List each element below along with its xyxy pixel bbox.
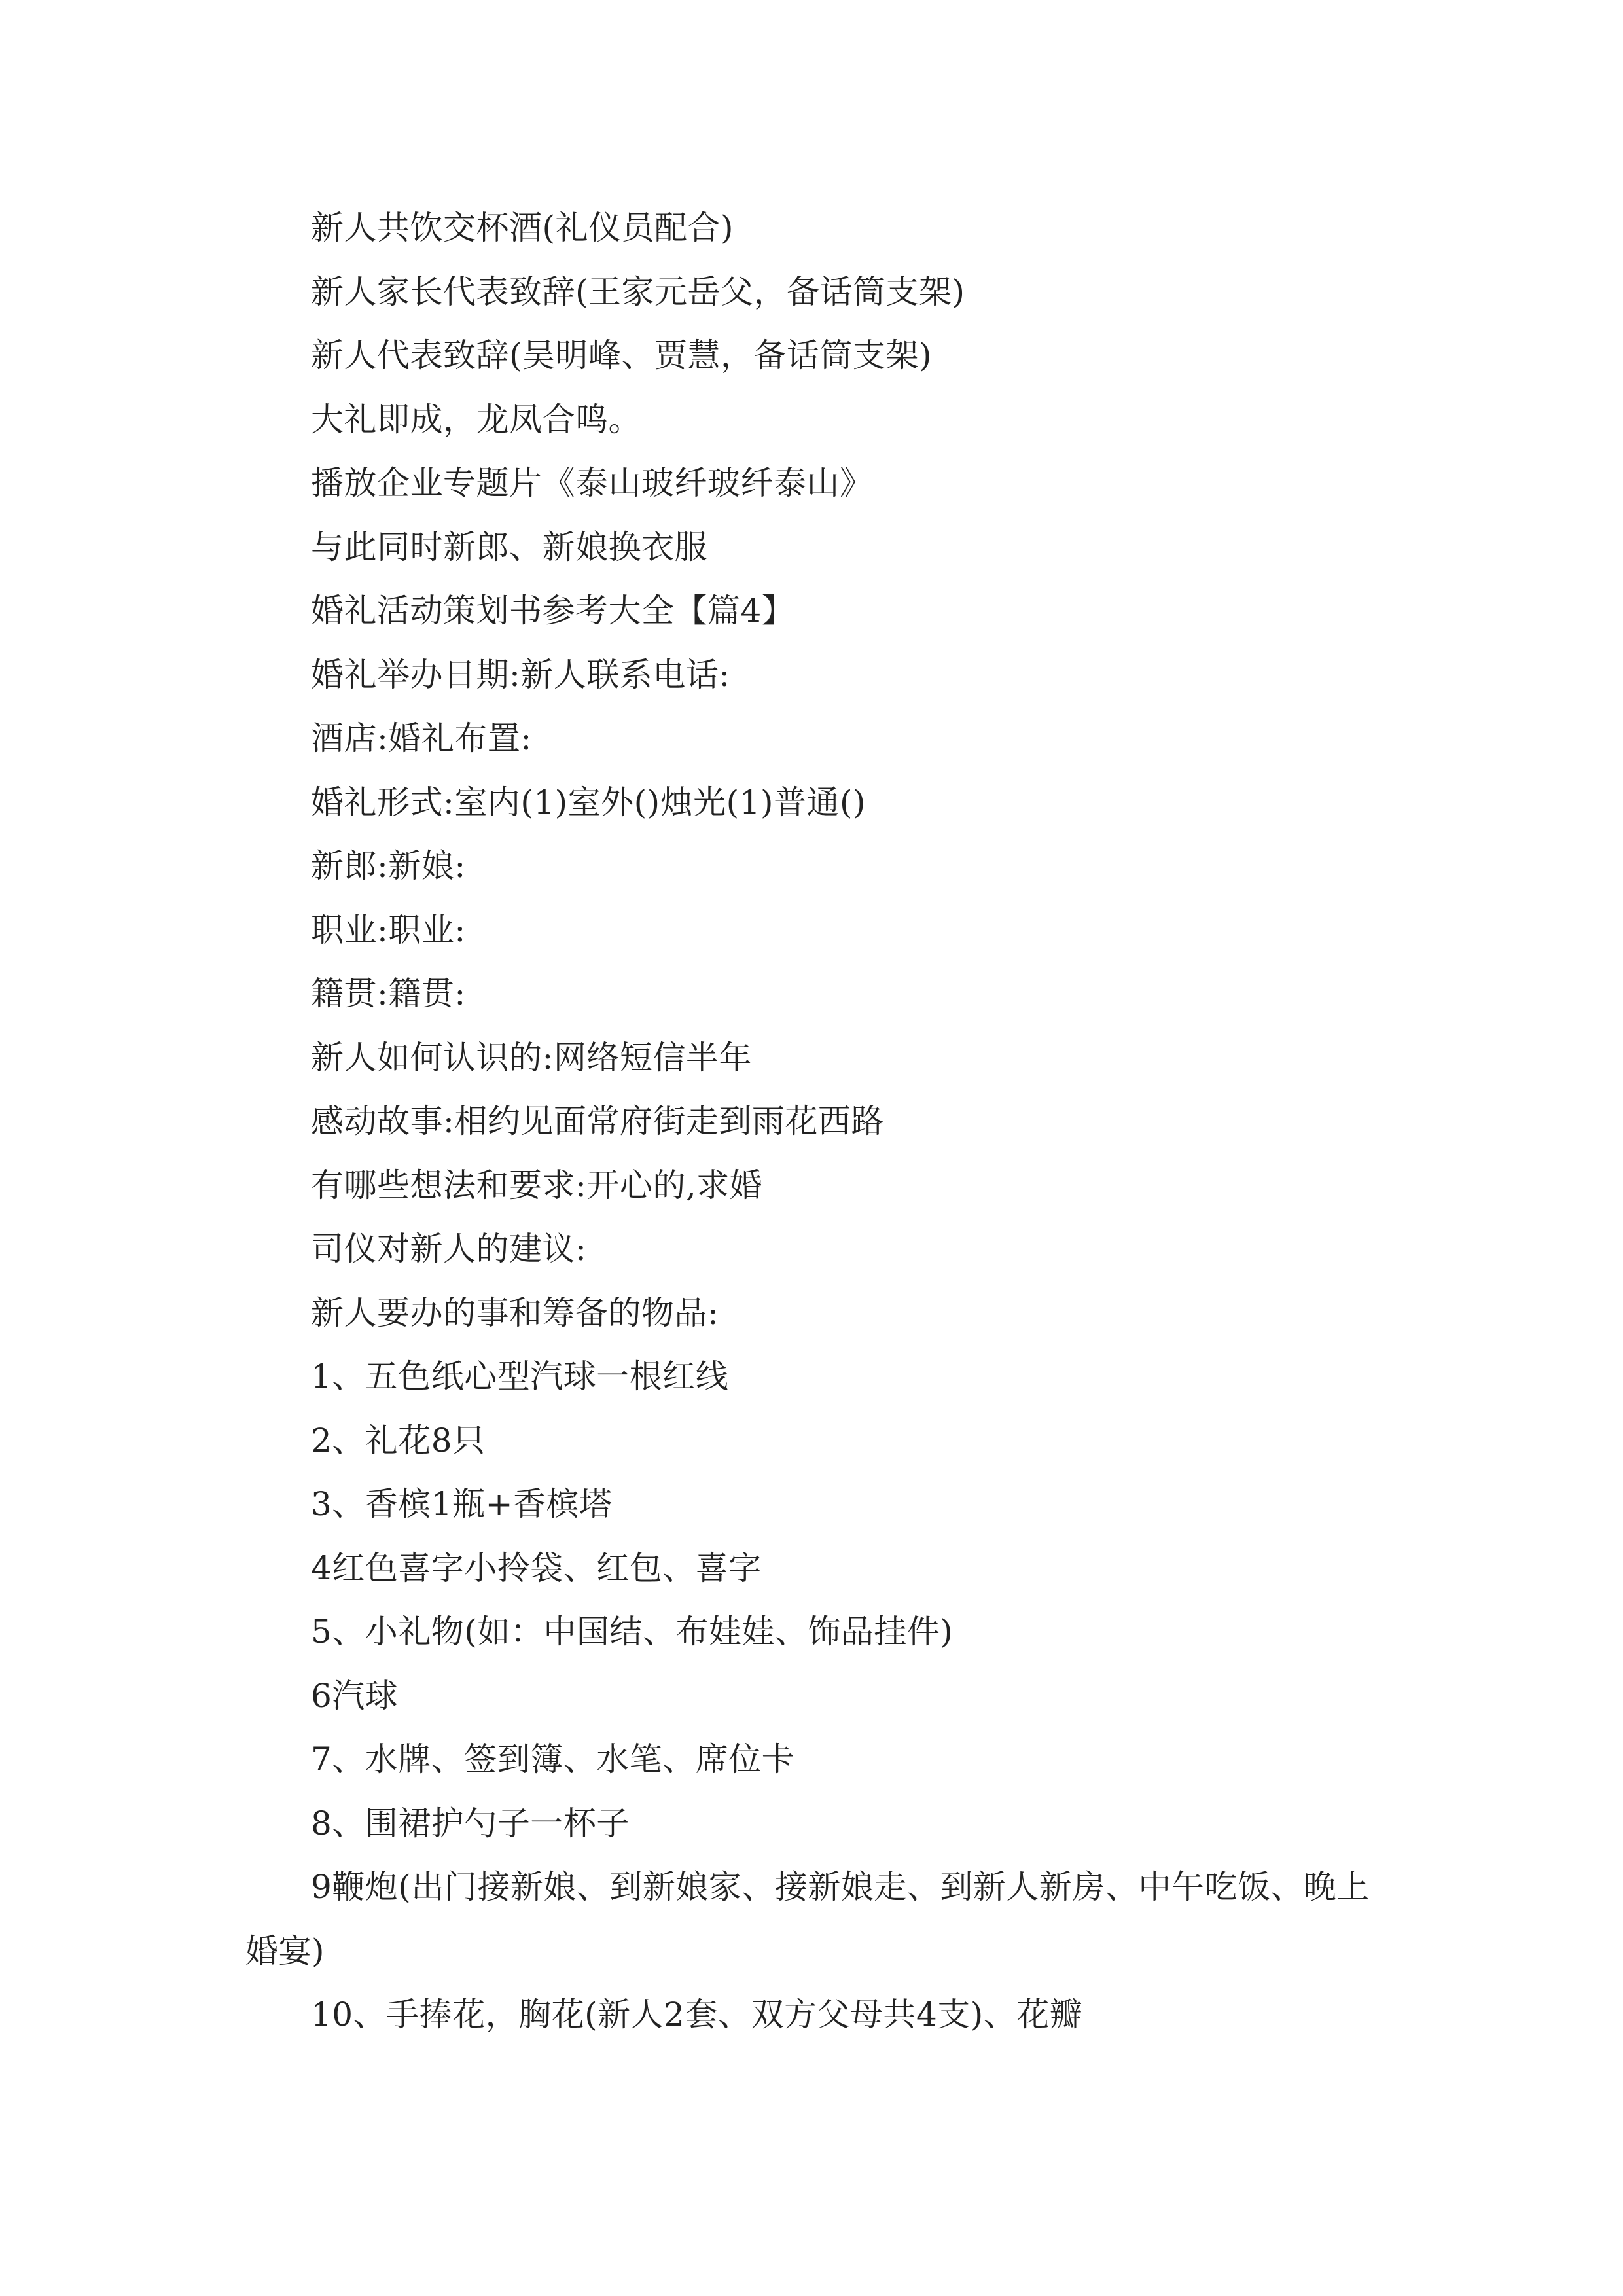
list-item: 5、小礼物(如：中国结、布娃娃、饰品挂件) <box>311 1613 954 1651</box>
paragraph: 新人家长代表致辞(王家元岳父，备话筒支架) <box>311 272 965 311</box>
paragraph: 新人代表致辞(吴明峰、贾慧，备话筒支架) <box>311 336 933 374</box>
list-item: 3、香槟1瓶+香槟塔 <box>311 1485 613 1523</box>
list-item: 9鞭炮(出门接新娘、到新娘家、接新娘走、到新人新房、中午吃饭、晚上婚宴) <box>245 1868 1370 1970</box>
paragraph: 籍贯:籍贯: <box>311 975 466 1013</box>
paragraph: 与此同时新郎、新娘换衣服 <box>311 528 707 566</box>
paragraph: 酒店:婚礼布置: <box>311 719 532 757</box>
section-heading: 婚礼活动策划书参考大全【篇4】 <box>311 592 795 630</box>
list-item: 6汽球 <box>311 1676 399 1715</box>
paragraph: 感动故事:相约见面常府街走到雨花西路 <box>311 1102 884 1140</box>
document-body <box>245 196 1397 2047</box>
paragraph: 大礼即成，龙凤合鸣。 <box>311 400 641 439</box>
paragraph: 职业:职业: <box>311 910 466 949</box>
paragraph: 播放企业专题片《泰山玻纤玻纤泰山》 <box>311 464 873 502</box>
paragraph: 新人要办的事和筹备的物品: <box>311 1293 719 1332</box>
paragraph: 婚礼举办日期:新人联系电话: <box>311 655 730 694</box>
paragraph: 新郎:新娘: <box>311 847 466 885</box>
paragraph: 有哪些想法和要求:开心的,求婚 <box>311 1166 763 1204</box>
list-item: 2、礼花8只 <box>311 1421 486 1460</box>
list-item: 10、手捧花，胸花(新人2套、双方父母共4支)、花瓣 <box>311 1996 1083 2034</box>
paragraph: 新人共饮交杯酒(礼仪员配合) <box>311 209 734 247</box>
list-item: 4红色喜字小拎袋、红包、喜字 <box>311 1549 762 1587</box>
list-item: 7、水牌、签到簿、水笔、席位卡 <box>311 1740 795 1778</box>
paragraph: 司仪对新人的建议: <box>311 1230 587 1268</box>
paragraph: 婚礼形式:室内(1)室外()烛光(1)普通() <box>311 783 866 821</box>
paragraph: 新人如何认识的:网络短信半年 <box>311 1038 752 1077</box>
list-item: 8、围裙护勺子一杯子 <box>311 1804 630 1842</box>
list-item: 1、五色纸心型汽球一根红线 <box>311 1357 729 1395</box>
